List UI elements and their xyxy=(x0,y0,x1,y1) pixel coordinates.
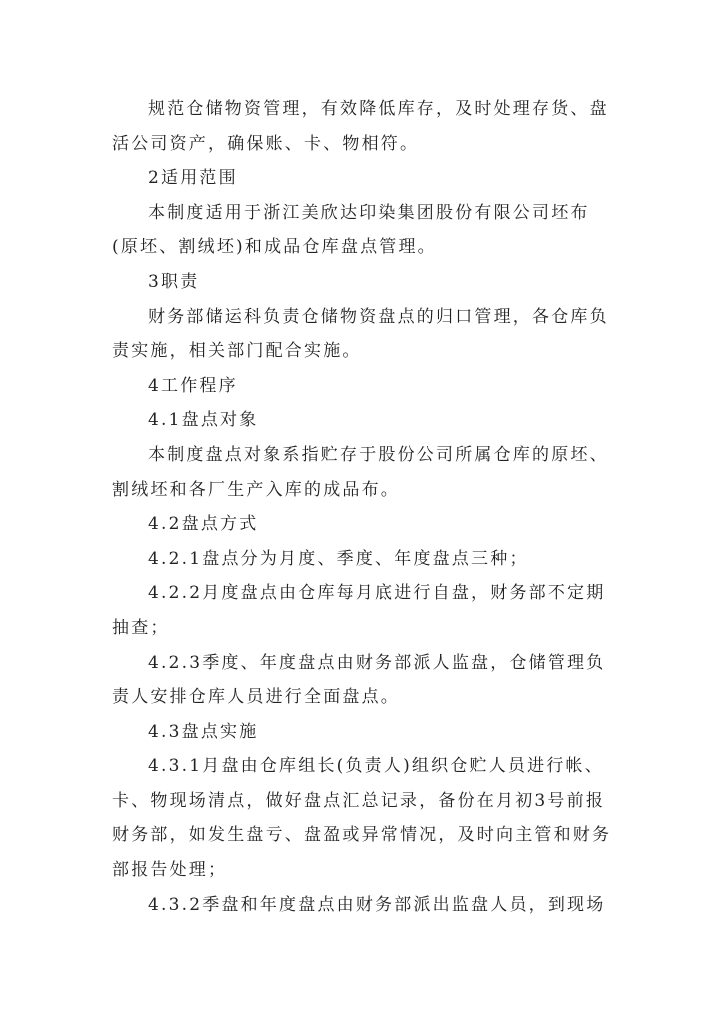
text-line: 4.2.3季度、年度盘点由财务部派人监盘，仓储管理负 xyxy=(148,652,606,673)
text-line: 4.3.2季盘和年度盘点由财务部派出监盘人员，到现场 xyxy=(148,894,606,915)
text-line: 本制度盘点对象系指贮存于股份公司所属仓库的原坯、 xyxy=(148,444,609,465)
text-line: 财务部储运科负责仓储物资盘点的归口管理，各仓库负 xyxy=(148,306,609,327)
text-line: 规范仓储物资管理，有效降低库存，及时处理存货、盘 xyxy=(148,99,609,119)
document-body xyxy=(112,92,632,922)
text-line: 部报告处理； xyxy=(112,860,228,881)
text-line: 4.2.2月度盘点由仓库每月底进行自盘，财务部不定期 xyxy=(148,583,606,604)
text-line: (原坯、割绒坯)和成品仓库盘点管理。 xyxy=(112,237,437,258)
text-line: 卡、物现场清点，做好盘点汇总记录，备份在月初3号前报 xyxy=(112,790,606,811)
text-line: 4.3盘点实施 xyxy=(148,721,259,742)
text-line: 2适用范围 xyxy=(148,168,238,189)
text-line: 责实施，相关部门配合实施。 xyxy=(112,341,362,362)
text-line: 财务部，如发生盘亏、盘盈或异常情况，及时向主管和财务 xyxy=(112,825,612,846)
text-line: 活公司资产，确保账、卡、物相符。 xyxy=(112,133,420,154)
text-line: 本制度适用于浙江美欣达印染集团股份有限公司坯布 xyxy=(148,202,590,223)
text-line: 4工作程序 xyxy=(148,375,238,396)
text-line: 抽查； xyxy=(112,617,170,638)
text-line: 4.2盘点方式 xyxy=(148,514,259,535)
text-line: 4.2.1盘点分为月度、季度、年度盘点三种； xyxy=(148,548,529,569)
text-line: 责人安排仓库人员进行全面盘点。 xyxy=(112,687,400,708)
text-line: 割绒坯和各厂生产入库的成品布。 xyxy=(112,479,400,500)
text-line: 3职责 xyxy=(148,271,200,292)
text-line: 4.1盘点对象 xyxy=(148,410,259,431)
text-line: 4.3.1月盘由仓库组长(负责人)组织仓贮人员进行帐、 xyxy=(148,756,604,777)
